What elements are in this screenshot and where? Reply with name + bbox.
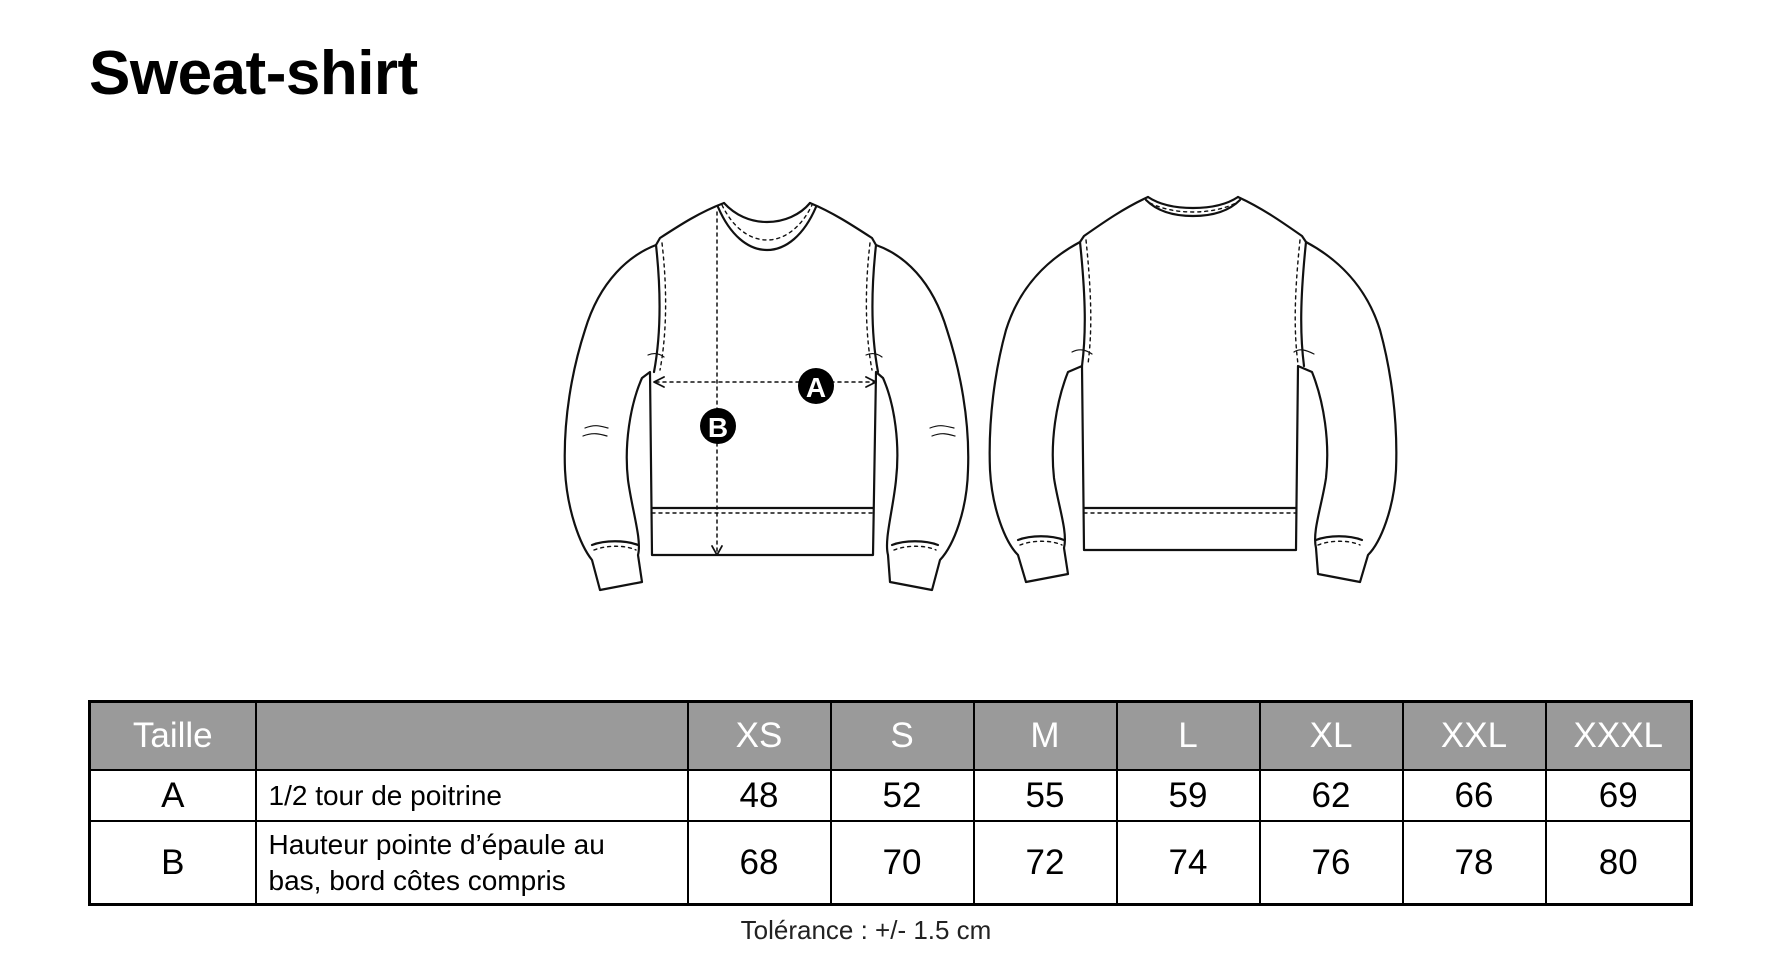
row-code: A bbox=[90, 770, 256, 821]
table-cell: 55 bbox=[974, 770, 1117, 821]
table-cell: 80 bbox=[1546, 821, 1692, 905]
sweatshirt-back-drawing bbox=[990, 197, 1397, 582]
row-description-line: Hauteur pointe d’épaule au bbox=[268, 828, 605, 860]
sweatshirt-front-drawing bbox=[565, 203, 969, 590]
table-cell: 76 bbox=[1260, 821, 1403, 905]
row-description-line: bas, bord côtes compris bbox=[268, 864, 566, 896]
measure-marker-b bbox=[700, 408, 736, 444]
table-cell: 52 bbox=[831, 770, 974, 821]
table-row bbox=[90, 821, 1692, 905]
table-cell: 62 bbox=[1260, 770, 1403, 821]
header-size-l: L bbox=[1117, 702, 1260, 771]
table-cell: 72 bbox=[974, 821, 1117, 905]
header-size-label: Taille bbox=[90, 702, 256, 771]
tolerance-note: Tolérance : +/- 1.5 cm bbox=[740, 915, 992, 945]
table-cell: 74 bbox=[1117, 821, 1260, 905]
header-size-xxl: XXL bbox=[1403, 702, 1546, 771]
header-size-s: S bbox=[831, 702, 974, 771]
row-code: B bbox=[90, 821, 256, 905]
table-cell: 59 bbox=[1117, 770, 1260, 821]
header-size-xxxl: XXXL bbox=[1546, 702, 1692, 771]
table-cell: 48 bbox=[688, 770, 831, 821]
size-table bbox=[88, 700, 1693, 906]
table-header-row bbox=[90, 702, 1692, 771]
row-description bbox=[256, 821, 688, 905]
header-description bbox=[256, 702, 688, 771]
table-cell: 70 bbox=[831, 821, 974, 905]
table-cell: 69 bbox=[1546, 770, 1692, 821]
table-row bbox=[90, 770, 1692, 821]
svg-text:B: B bbox=[707, 412, 729, 443]
table-cell: 66 bbox=[1403, 770, 1546, 821]
row-description: 1/2 tour de poitrine bbox=[256, 770, 688, 821]
measure-marker-a bbox=[798, 368, 834, 404]
header-size-xl: XL bbox=[1260, 702, 1403, 771]
table-cell: 68 bbox=[688, 821, 831, 905]
page-title: Sweat-shirt bbox=[89, 39, 418, 108]
header-size-xs: XS bbox=[688, 702, 831, 771]
svg-text:A: A bbox=[805, 372, 827, 403]
header-size-m: M bbox=[974, 702, 1117, 771]
table-cell: 78 bbox=[1403, 821, 1546, 905]
